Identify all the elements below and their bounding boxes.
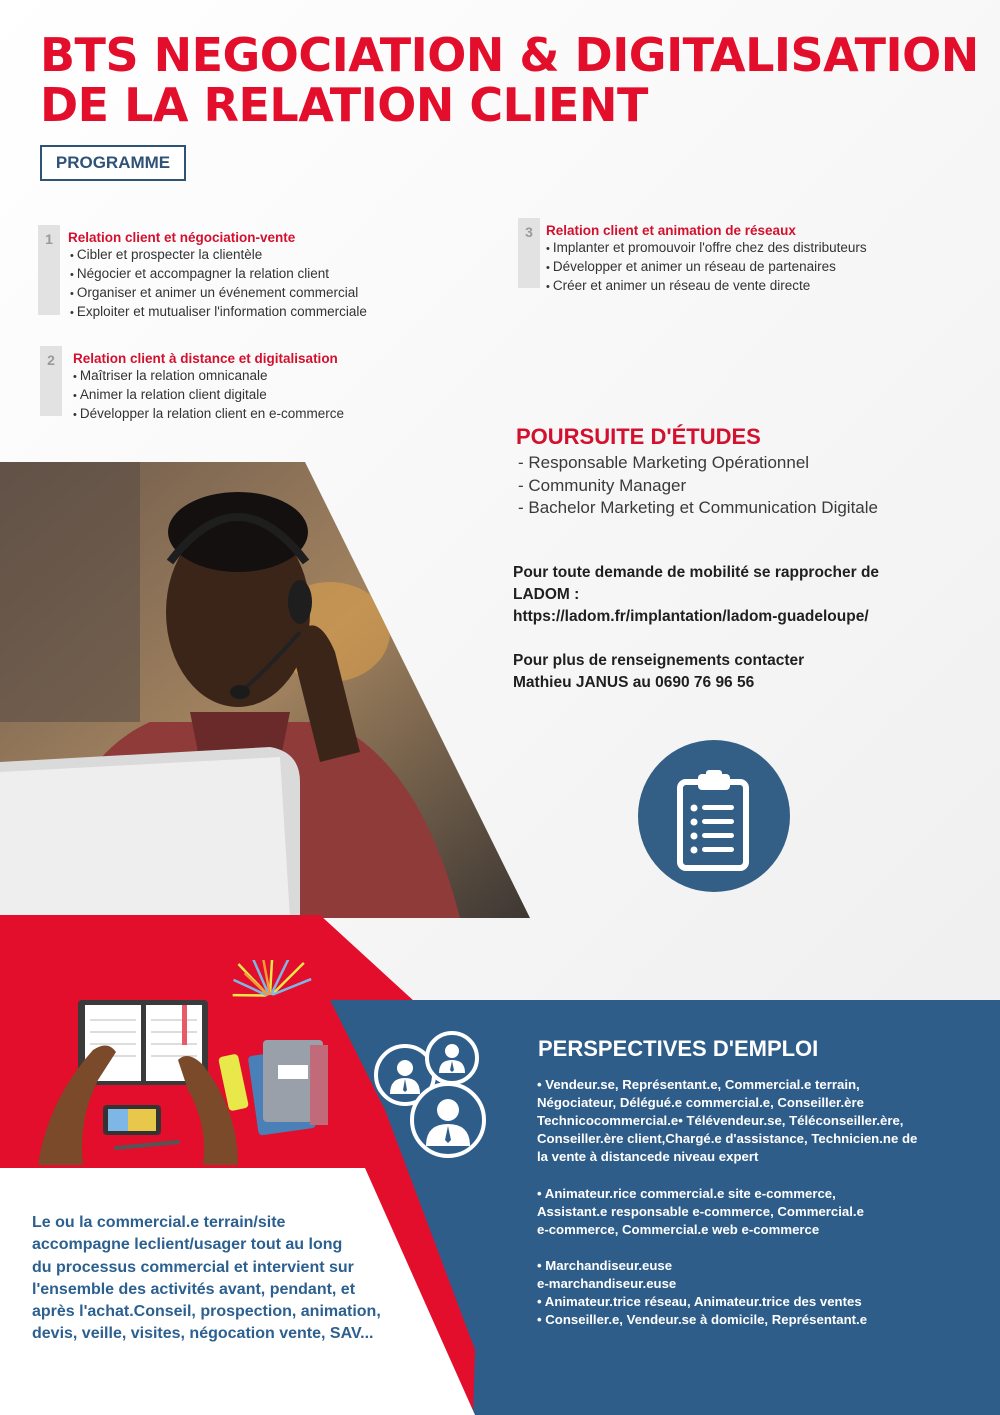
text-line: devis, veille, visites, négocation vente, SAV... (32, 1325, 374, 1343)
call-center-photo (0, 462, 530, 918)
list-item: • Négocier et accompagner la relation client (70, 265, 458, 284)
block-number: 3 (518, 218, 540, 288)
block-title: Relation client et négociation-vente (68, 230, 296, 245)
text-line: • Marchandiseur.euse (537, 1258, 673, 1273)
list-item: • Maîtriser la relation omnicanale (73, 367, 460, 386)
business-people-icon (370, 1030, 505, 1160)
mobility-link[interactable]: https://ladom.fr/implantation/ladom-guadeloupe/ (513, 608, 869, 625)
list-item: • Implanter et promouvoir l'offre chez des distributeurs (546, 239, 958, 258)
list-item: • Exploiter et mutualiser l'information commerciale (70, 303, 458, 322)
perspectives-group-2 (537, 1185, 977, 1239)
text-line: e-marchandiseur.euse (537, 1276, 677, 1291)
clipboard-icon (638, 740, 790, 892)
list-item: - Community Manager (518, 475, 878, 498)
list-item: • Animer la relation client digitale (73, 386, 460, 405)
programme-block-1 (38, 225, 458, 322)
title-line-2: DE LA RELATION CLIENT (40, 78, 648, 132)
programme-block-3 (518, 218, 958, 296)
text-line: la vente à distancede niveau expert (537, 1149, 759, 1164)
block-title: Relation client à distance et digitalisation (73, 351, 338, 366)
text-line: Technicocommercial.e• Télévendeur.se, Téléconseiller.ère, (537, 1113, 904, 1128)
list-item: • Créer et animer un réseau de vente directe (546, 277, 958, 296)
text-line: Assistant.e responsable e-commerce, Commercial.e (537, 1204, 864, 1219)
list-item: • Organiser et animer un événement commercial (70, 284, 458, 303)
perspectives-group-1 (537, 1076, 977, 1166)
text-line: l'ensemble des activités avant, pendant, et (32, 1280, 356, 1298)
info-person: Mathieu JANUS au 0690 76 96 56 (513, 674, 755, 691)
page-title (40, 30, 979, 130)
list-item: - Bachelor Marketing et Communication Digitale (518, 497, 878, 520)
text-line: • Conseiller.e, Vendeur.se à domicile, Représentant.e (537, 1312, 868, 1327)
text-line: Négociateur, Délégué.e commercial.e, Conseiller.ère (537, 1095, 864, 1110)
role-description (32, 1212, 442, 1346)
text-line: accompagne leclient/usager tout au long (32, 1236, 343, 1254)
block-number: 1 (38, 225, 60, 315)
list-item: • Développer la relation client en e-commerce (73, 405, 460, 424)
block-items (70, 246, 458, 322)
text-line: Conseiller.ère client,Chargé.e d'assistance, Technicien.ne de (537, 1131, 918, 1146)
block-title: Relation client et animation de réseaux (546, 223, 796, 238)
mobility-text: Pour toute demande de mobilité se rapprocher de (513, 564, 880, 581)
desk-illustration (38, 960, 348, 1165)
list-item: • Cibler et prospecter la clientèle (70, 246, 458, 265)
text-line: du processus commercial et intervient sur (32, 1258, 354, 1276)
block-items (546, 239, 958, 296)
info-text: Pour plus de renseignements contacter (513, 652, 805, 669)
text-line: après l'achat.Conseil, prospection, animation, (32, 1303, 381, 1321)
poursuite-list (518, 452, 878, 520)
programme-badge: PROGRAMME (40, 145, 186, 181)
text-line: Le ou la commercial.e terrain/site (32, 1214, 286, 1231)
block-number: 2 (40, 346, 62, 416)
text-line: • Animateur.rice commercial.e site e-commerce, (537, 1186, 836, 1201)
programme-block-2 (40, 346, 460, 424)
text-line: e-commerce, Commercial.e web e-commerce (537, 1222, 820, 1237)
title-line-1: BTS NEGOCIATION & DIGITALISATION (40, 28, 979, 82)
mobility-contact (513, 562, 983, 628)
block-items (73, 367, 460, 424)
text-line: • Animateur.trice réseau, Animateur.trice des ventes (537, 1294, 862, 1309)
poursuite-title: POURSUITE D'ÉTUDES (516, 424, 761, 449)
perspectives-group-3 (537, 1257, 977, 1329)
info-contact (513, 650, 983, 694)
mobility-org: LADOM : (513, 586, 580, 603)
perspectives-title: PERSPECTIVES D'EMPLOI (538, 1036, 819, 1061)
list-item: - Responsable Marketing Opérationnel (518, 452, 878, 475)
text-line: • Vendeur.se, Représentant.e, Commercial.e terrain, (537, 1077, 860, 1092)
list-item: • Développer et animer un réseau de partenaires (546, 258, 958, 277)
